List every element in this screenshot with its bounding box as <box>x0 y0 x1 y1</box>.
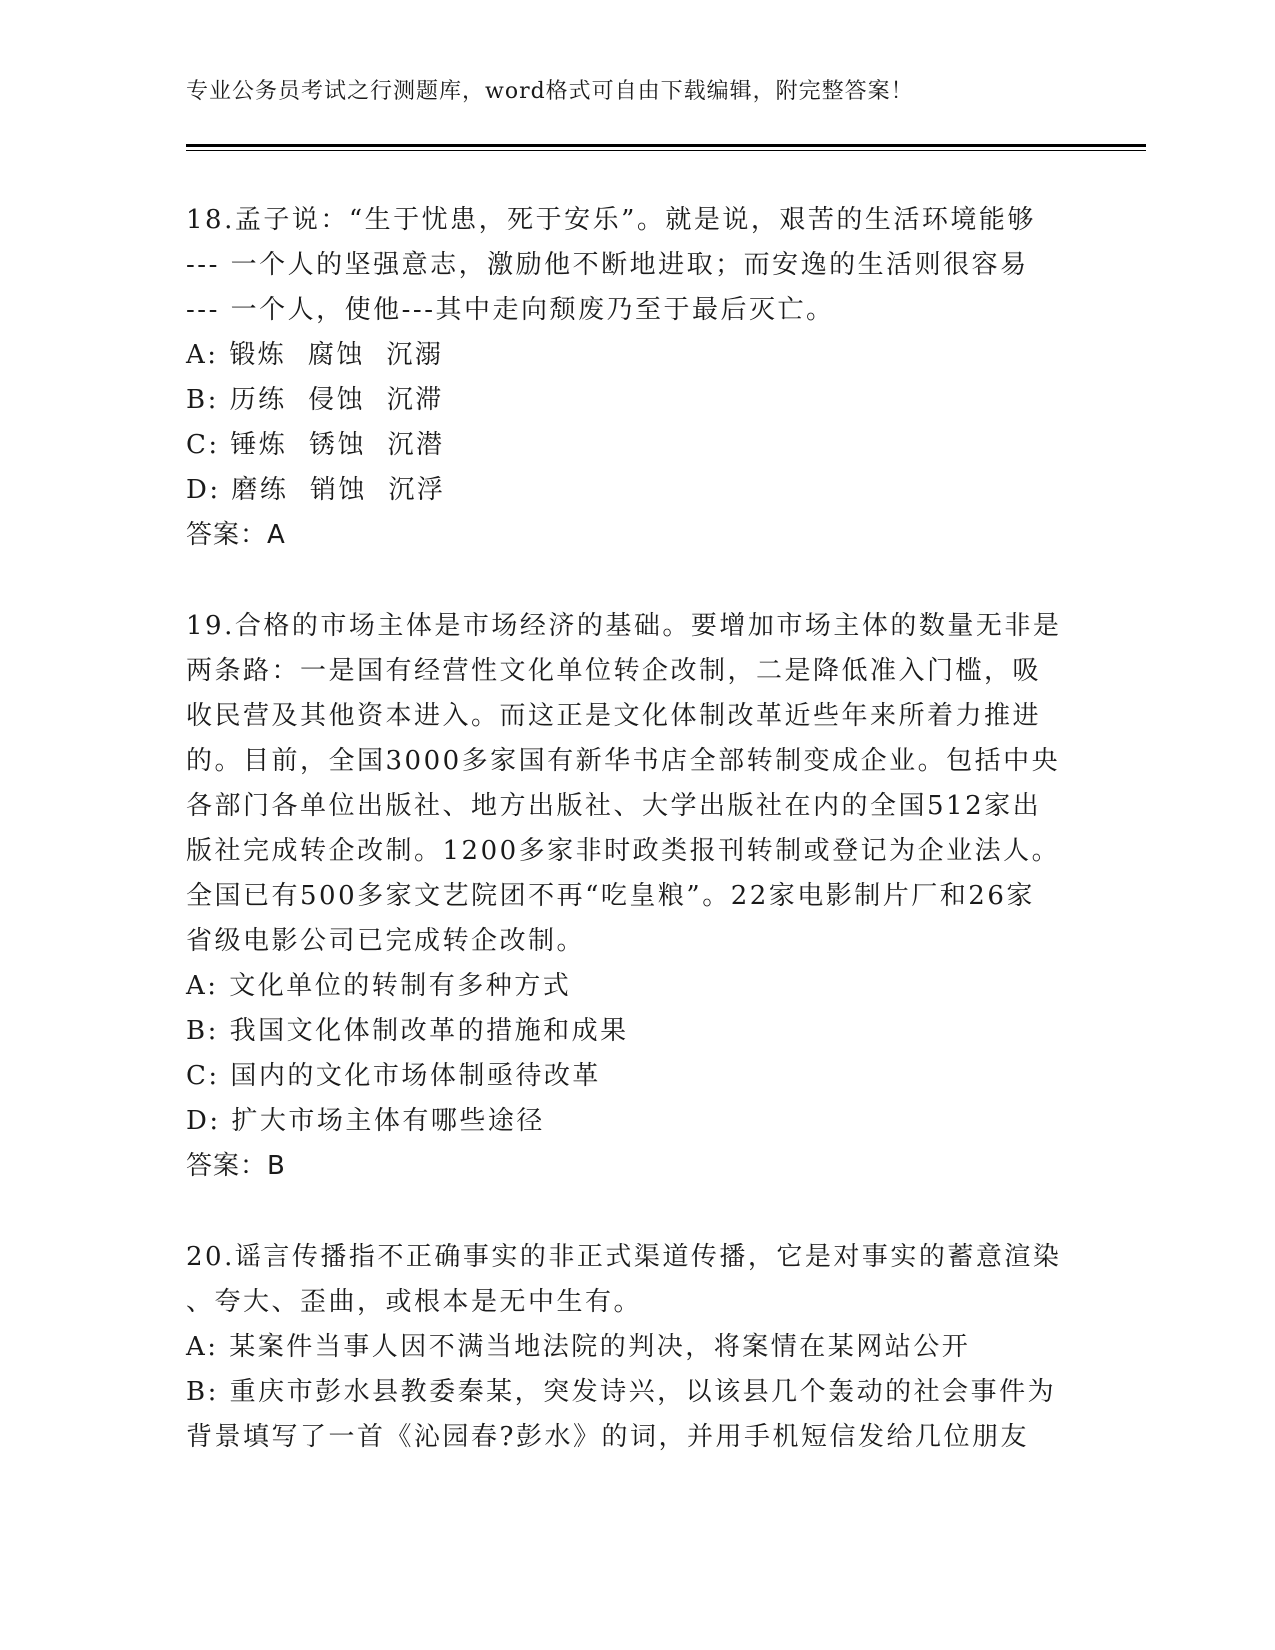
question-18 <box>186 198 1086 558</box>
option-d: D: 磨练 销蚀 沉浮 <box>186 475 446 505</box>
header-rule-thick <box>186 144 1146 147</box>
option-d: D: 扩大市场主体有哪些途径 <box>186 1106 545 1136</box>
header-rule-thin <box>186 150 1146 151</box>
question-list <box>186 198 1086 1506</box>
question-stem-line: 18.孟子说：“生于忧患，死于安乐”。就是说，艰苦的生活环境能够 <box>186 205 1036 235</box>
option-c: C: 锤炼 锈蚀 沉潜 <box>186 430 445 460</box>
page-header: 专业公务员考试之行测题库，word格式可自由下载编辑，附完整答案！ <box>186 79 914 104</box>
question-stem-line: 19.合格的市场主体是市场经济的基础。要增加市场主体的数量无非是 <box>186 611 1062 641</box>
question-stem-line: --- 一个人，使他---其中走向颓废乃至于最后灭亡。 <box>186 295 835 325</box>
question-stem-line: 省级电影公司已完成转企改制。 <box>186 926 586 956</box>
question-20 <box>186 1235 1086 1460</box>
option-b: B: 重庆市彭水县教委秦某，突发诗兴，以该县几个轰动的社会事件为 <box>186 1377 1057 1407</box>
option-c: C: 国内的文化市场体制亟待改革 <box>186 1061 601 1091</box>
option-b-continuation: 背景填写了一首《沁园春?彭水》的词，并用手机短信发给几位朋友 <box>186 1422 1029 1452</box>
question-stem-line: 20.谣言传播指不正确事实的非正式渠道传播，它是对事实的蓄意渲染 <box>186 1242 1062 1272</box>
option-b: B: 我国文化体制改革的措施和成果 <box>186 1016 629 1046</box>
option-a: A: 锻炼 腐蚀 沉溺 <box>186 340 444 370</box>
question-19 <box>186 604 1086 1189</box>
option-b: B: 历练 侵蚀 沉滞 <box>186 385 444 415</box>
answer: 答案：B <box>186 1151 286 1181</box>
question-stem-line: 版社完成转企改制。1200多家非时政类报刊转制或登记为企业法人。 <box>186 836 1061 866</box>
option-a: A: 文化单位的转制有多种方式 <box>186 971 572 1001</box>
question-stem-line: 收民营及其他资本进入。而这正是文化体制改革近些年来所着力推进 <box>186 701 1042 731</box>
question-stem-line: 、夸大、歪曲，或根本是无中生有。 <box>186 1287 643 1317</box>
question-stem-line: --- 一个人的坚强意志，激励他不断地进取；而安逸的生活则很容易 <box>186 250 1029 280</box>
answer: 答案：A <box>186 520 286 550</box>
question-stem-line: 两条路：一是国有经营性文化单位转企改制，二是降低准入门槛，吸 <box>186 656 1042 686</box>
question-stem-line: 各部门各单位出版社、地方出版社、大学出版社在内的全国512家出 <box>186 791 1042 821</box>
option-a: A: 某案件当事人因不满当地法院的判决，将案情在某网站公开 <box>186 1332 971 1362</box>
question-stem-line: 的。目前，全国3000多家国有新华书店全部转制变成企业。包括中央 <box>186 746 1061 776</box>
question-stem-line: 全国已有500多家文艺院团不再“吃皇粮”。22家电影制片厂和26家 <box>186 881 1035 911</box>
